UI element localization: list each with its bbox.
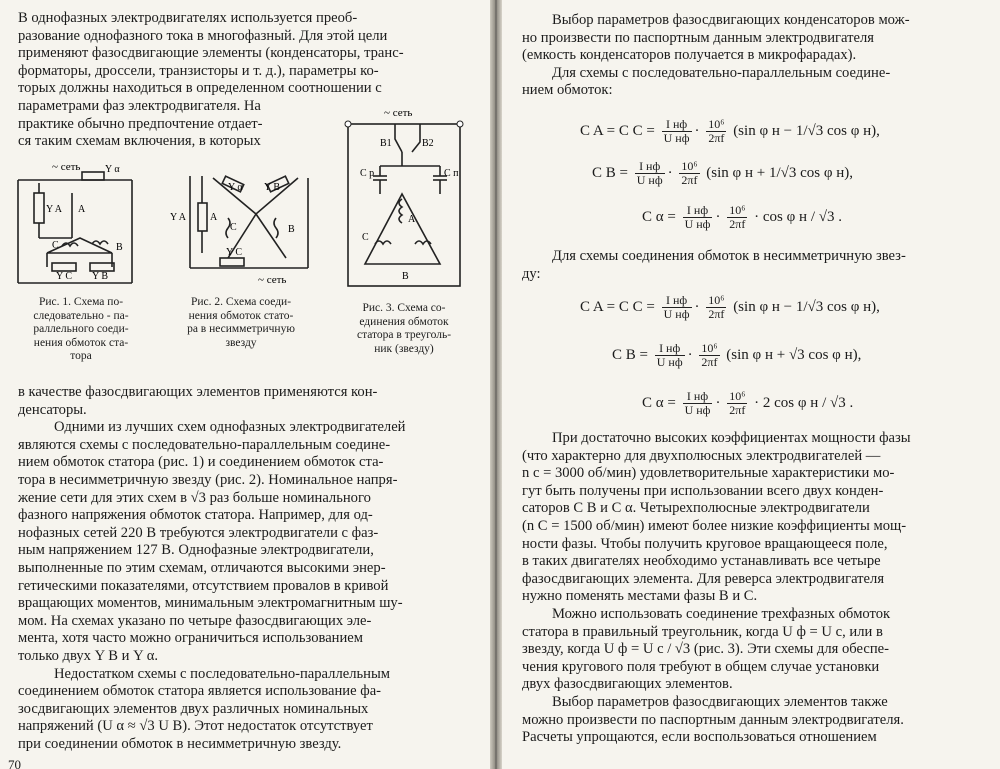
formula-c-alpha-star: C α = $\frac{\text{I нф}}{\text{U нф}}$ · $\frac{\text{10⁶}}{2\pi f}$ · 2 cos φ н / √3 . [642,389,854,417]
right-body-text [522,430,978,747]
fraction [699,342,719,369]
text-line: n с = 3000 об/мин) удовлетворительные характеристики мо- [522,465,895,482]
fig2-y-a-label: Y A [170,212,187,223]
fraction-numerator: 10⁶ [708,293,725,307]
fig3-switch-b2-label: В2 [422,138,434,149]
text-line: соединением обмоток статора является использование фа- [18,683,382,700]
page-number: 70 [8,757,21,769]
text-line: (n C = 1500 об/мин) имеют более низкие коэффициенты мощ- [522,517,907,534]
fraction-numerator: 10⁶ [729,203,746,217]
text-line: ности фазы. Чтобы получить круговое вращающееся поле, [522,535,888,552]
text-line: в таких двигателях необходимо устанавливать все четыре [522,553,881,570]
fraction [662,294,692,321]
text-line: но произвести по паспортным данным электродвигателя [522,29,874,46]
caption-line: Рис. 1. Схема по- [38,296,124,308]
text-line: саторов C B и C α. Четырехполюсные электродвигатели [522,500,870,517]
right-page [502,0,1000,769]
figure-1-caption [14,296,148,364]
caption-line: Рис. 2. Схема соеди- [190,296,292,308]
fig3-cp-label: С п [444,168,459,179]
text-line: фазосдвигающих элемента. Для реверса электродвигателя [522,570,885,587]
text-line: вращающих моментов, минимальным электромагнитным шу- [18,595,403,612]
fraction-denominator: U нф [663,307,690,321]
fraction-denominator: U нф [684,217,711,231]
fraction [655,342,685,369]
right-intro-paragraph [522,12,978,100]
fraction-denominator: 2πf [681,173,698,187]
formula-ca-cc-star: C A = C C = $\frac{\text{I нф}}{\text{U нф}}$ · $\frac{\text{10⁶}}{2\pi f}$ (sin φ н − 1/√3 cos φ н), [580,293,880,321]
fig2-phase-b-label: B [288,224,295,235]
fraction-denominator: U нф [656,355,683,369]
text-line: торых должны находиться в определенном соотношении с [18,80,382,97]
left-page [0,0,490,769]
text-line: Расчеты упрощаются, если воспользоваться отношением [522,729,877,746]
text-line: выполненные по этим схемам, отличаются высокими энер- [18,559,386,576]
caption-line: звезду [225,336,257,349]
fig1-phase-b-label: B [116,242,123,253]
fraction-denominator: U нф [636,173,663,187]
text-line: гут быть получены при использовании всего двух конден- [522,482,884,499]
fig2-phase-a-label: A [210,212,218,223]
fraction [683,390,713,417]
formula-lhs: C B = [612,346,648,363]
fraction-numerator: I нф [662,294,692,308]
fig2-network-label: ~ сеть [258,274,287,286]
text-line: В однофазных электродвигателях используется преоб- [18,10,358,26]
formula-tail: · 2 cos φ н / √3 . [754,394,854,411]
text-line: при соединении обмоток в несимметричную звезду. [18,735,342,752]
fraction-denominator: U нф [663,131,690,145]
text-line: нужно поменять местами фазы B и C. [522,588,758,605]
fig3-network-label: ~ сеть [384,107,413,119]
text-line: только двух Y B и Y α. [18,647,159,664]
text-line: (что характерно для двухполюсных электродвигателей — [522,447,881,464]
fig1-y-a-label: Y A [46,204,63,215]
text-line: фазного напряжения обмоток статора. Например, для од- [18,507,373,524]
fig3-phase-b-label: B [402,271,409,282]
formula-c-alpha-series: C α = $\frac{\text{I нф}}{\text{U нф}}$ · $\frac{\text{10⁶}}{2\pi f}$ · cos φ н / √3 . [642,203,842,231]
text-line: мом. На схемах указано по четыре фазосдвигающих эле- [18,612,372,629]
text-line: денсаторы. [18,401,87,418]
formula-ca-cc-series: C A = C C = $\frac{\text{I нф}}{\text{U нф}}$ · $\frac{\text{10⁶}}{2\pi f}$ (sin φ н − 1/√3 cos φ н), [580,117,880,145]
caption-line: ник (звезду) [374,342,434,355]
text-line: Выбор параметров фазосдвигающих элементов также [552,693,888,710]
text-line: статора в правильный треугольник, когда U ф = U с, или в [522,623,883,640]
fraction-denominator: 2πf [708,307,725,321]
text-line: зосдвигающих элементов двух различных номинальных [18,700,369,717]
caption-line: тора [70,350,92,362]
text-line: гетическими показателями, отсутствием провалов в кривой [18,577,389,594]
fig2-y-b-label: Y B [264,182,281,193]
text-line: Одними из лучших схем однофазных электродвигателей [54,419,406,436]
figure-2-caption [166,296,316,350]
figure-3-caption [340,302,468,356]
fraction-numerator: I нф [635,160,665,174]
book-spine [490,0,502,769]
formula-tail: (sin φ н − 1/√3 cos φ н), [733,298,880,315]
fraction [727,390,747,417]
text-line: чения кругового поля требуют в общем случае установки [522,658,880,675]
text-line: ся таким схемам включения, в которых [18,133,261,150]
fraction [679,160,699,187]
fig1-phase-c-label: C [52,240,59,251]
fraction [727,204,747,231]
text-line: нием обмоток статора (рис. 1) и соединением обмоток ста- [18,454,384,471]
fig1-phase-a-label: A [78,204,86,215]
fig2-y-alpha-label: Y α [228,182,243,193]
fraction-denominator: 2πf [701,355,718,369]
formula-lhs: C B = [592,164,628,181]
fraction-numerator: 10⁶ [701,341,718,355]
text-line: параметрами фаз электродвигателя. На [18,97,261,114]
formula-tail: (sin φ н − 1/√3 cos φ н), [733,122,880,139]
fig1-y-c-label: Y C [56,271,73,282]
star-connection-intro [522,248,978,283]
text-line: напряжений (U α ≈ √3 U B). Этот недостаток отсутствует [18,718,373,735]
text-line: нием обмоток: [522,82,613,99]
figure-1-diagram [12,158,152,290]
text-line: тора в несимметричную звезду (рис. 2). Номинальное напря- [18,471,398,488]
caption-line: следовательно - па- [33,309,129,322]
caption-line: единения обмоток [359,315,449,328]
text-line: форматоры, дроссели, транзисторы и т. д.), параметры ко- [18,62,379,79]
formula-lhs: C A = C C = [580,298,655,315]
fraction [683,204,713,231]
caption-line: раллельного соеди- [33,323,129,335]
formula-tail: (sin φ н + √3 cos φ н), [726,346,862,363]
text-line: разование однофазного тока в многофазный. Для этой цели [18,27,388,44]
fraction-numerator: I нф [683,204,713,218]
text-line: мента, хотя часто можно ограничиться использованием [18,630,363,647]
fig2-phase-c-label: C [230,222,237,233]
formula-lhs: C A = C C = [580,122,655,139]
fraction-numerator: 10⁶ [681,159,698,173]
caption-line: ра в несимметричную [187,323,295,335]
text-line: ным напряжением 127 В. Однофазные электродвигатели, [18,542,374,559]
text-line: в качестве фазосдвигающих элементов применяются кон- [18,384,378,400]
fraction-denominator: 2πf [729,403,746,417]
text-line: Для схемы с последовательно-параллельным соедине- [552,64,891,81]
fraction-numerator: I нф [683,390,713,404]
text-line: (емкость конденсаторов получается в микрофарадах). [522,47,857,64]
fraction-numerator: 10⁶ [708,117,725,131]
text-line: являются схемы с последовательно-параллельным соедине- [18,436,391,453]
text-line: Выбор параметров фазосдвигающих конденсаторов мож- [552,12,910,28]
formula-lhs: C α = [642,208,676,225]
text-line: практике обычно предпочтение отдает- [18,115,263,132]
text-line: звезду, когда U ф = U с / √3 (рис. 3). Эти схемы для обеспе- [522,641,889,658]
fraction [706,294,726,321]
fraction-denominator: 2πf [729,217,746,231]
text-line: жение сети для этих схем в √3 раз больше номинального [18,489,371,506]
fig1-network-label: ~ сеть [52,161,81,173]
text-line: Для схемы соединения обмоток в несимметричную звез- [552,248,906,264]
fig2-y-c-label: Y C [226,247,243,258]
text-line: ду: [522,265,541,282]
figure-2-diagram [168,168,318,288]
fig1-y-alpha-label: Y α [105,164,120,175]
formula-cb-series: C B = $\frac{\text{I нф}}{\text{U нф}}$ · $\frac{\text{10⁶}}{2\pi f}$ (sin φ н + 1/√3 cos φ н), [592,159,854,187]
fraction-numerator: 10⁶ [729,389,746,403]
caption-line: нения обмоток стато- [188,309,294,322]
body-text [18,384,470,753]
text-line: Недостатком схемы с последовательно-параллельным [54,665,390,682]
caption-line: Рис. 3. Схема со- [362,302,446,314]
fig3-phase-c-label: C [362,232,369,243]
formula-tail: · cos φ н / √3 . [754,208,842,225]
text-line: применяют фазосдвигающие элементы (конденсаторы, транс- [18,45,404,62]
caption-line: нения обмоток ста- [33,336,129,349]
fraction [706,118,726,145]
fraction-numerator: I нф [655,342,685,356]
fig1-y-b-label: Y B [92,271,109,282]
caption-line: статора в треуголь- [356,329,452,341]
fig3-cr-label: С р [360,168,375,179]
formula-lhs: C α = [642,394,676,411]
fraction-numerator: I нф [662,118,692,132]
formula-tail: (sin φ н + 1/√3 cos φ н), [706,164,854,181]
text-line: двух фазосдвигающих элементов. [522,676,733,693]
fraction-denominator: U нф [684,403,711,417]
fraction [635,160,665,187]
formula-cb-star: C B = $\frac{\text{I нф}}{\text{U нф}}$ · $\frac{\text{10⁶}}{2\pi f}$ (sin φ н + √3 cos φ н), [612,341,862,369]
text-line: При достаточно высоких коэффициентах мощности фазы [552,430,911,446]
fig3-phase-a-label: A [408,214,416,225]
text-line: нофазных сетей 220 В требуются электродвигатели с фаз- [18,524,379,541]
figure-3-diagram [340,104,470,294]
fig3-switch-b1-label: В1 [380,138,392,149]
text-line: Можно использовать соединение трехфазных обмоток [552,605,891,622]
text-line: можно произвести по паспортным данным электродвигателя. [522,711,904,728]
fraction [662,118,692,145]
fraction-denominator: 2πf [708,131,725,145]
